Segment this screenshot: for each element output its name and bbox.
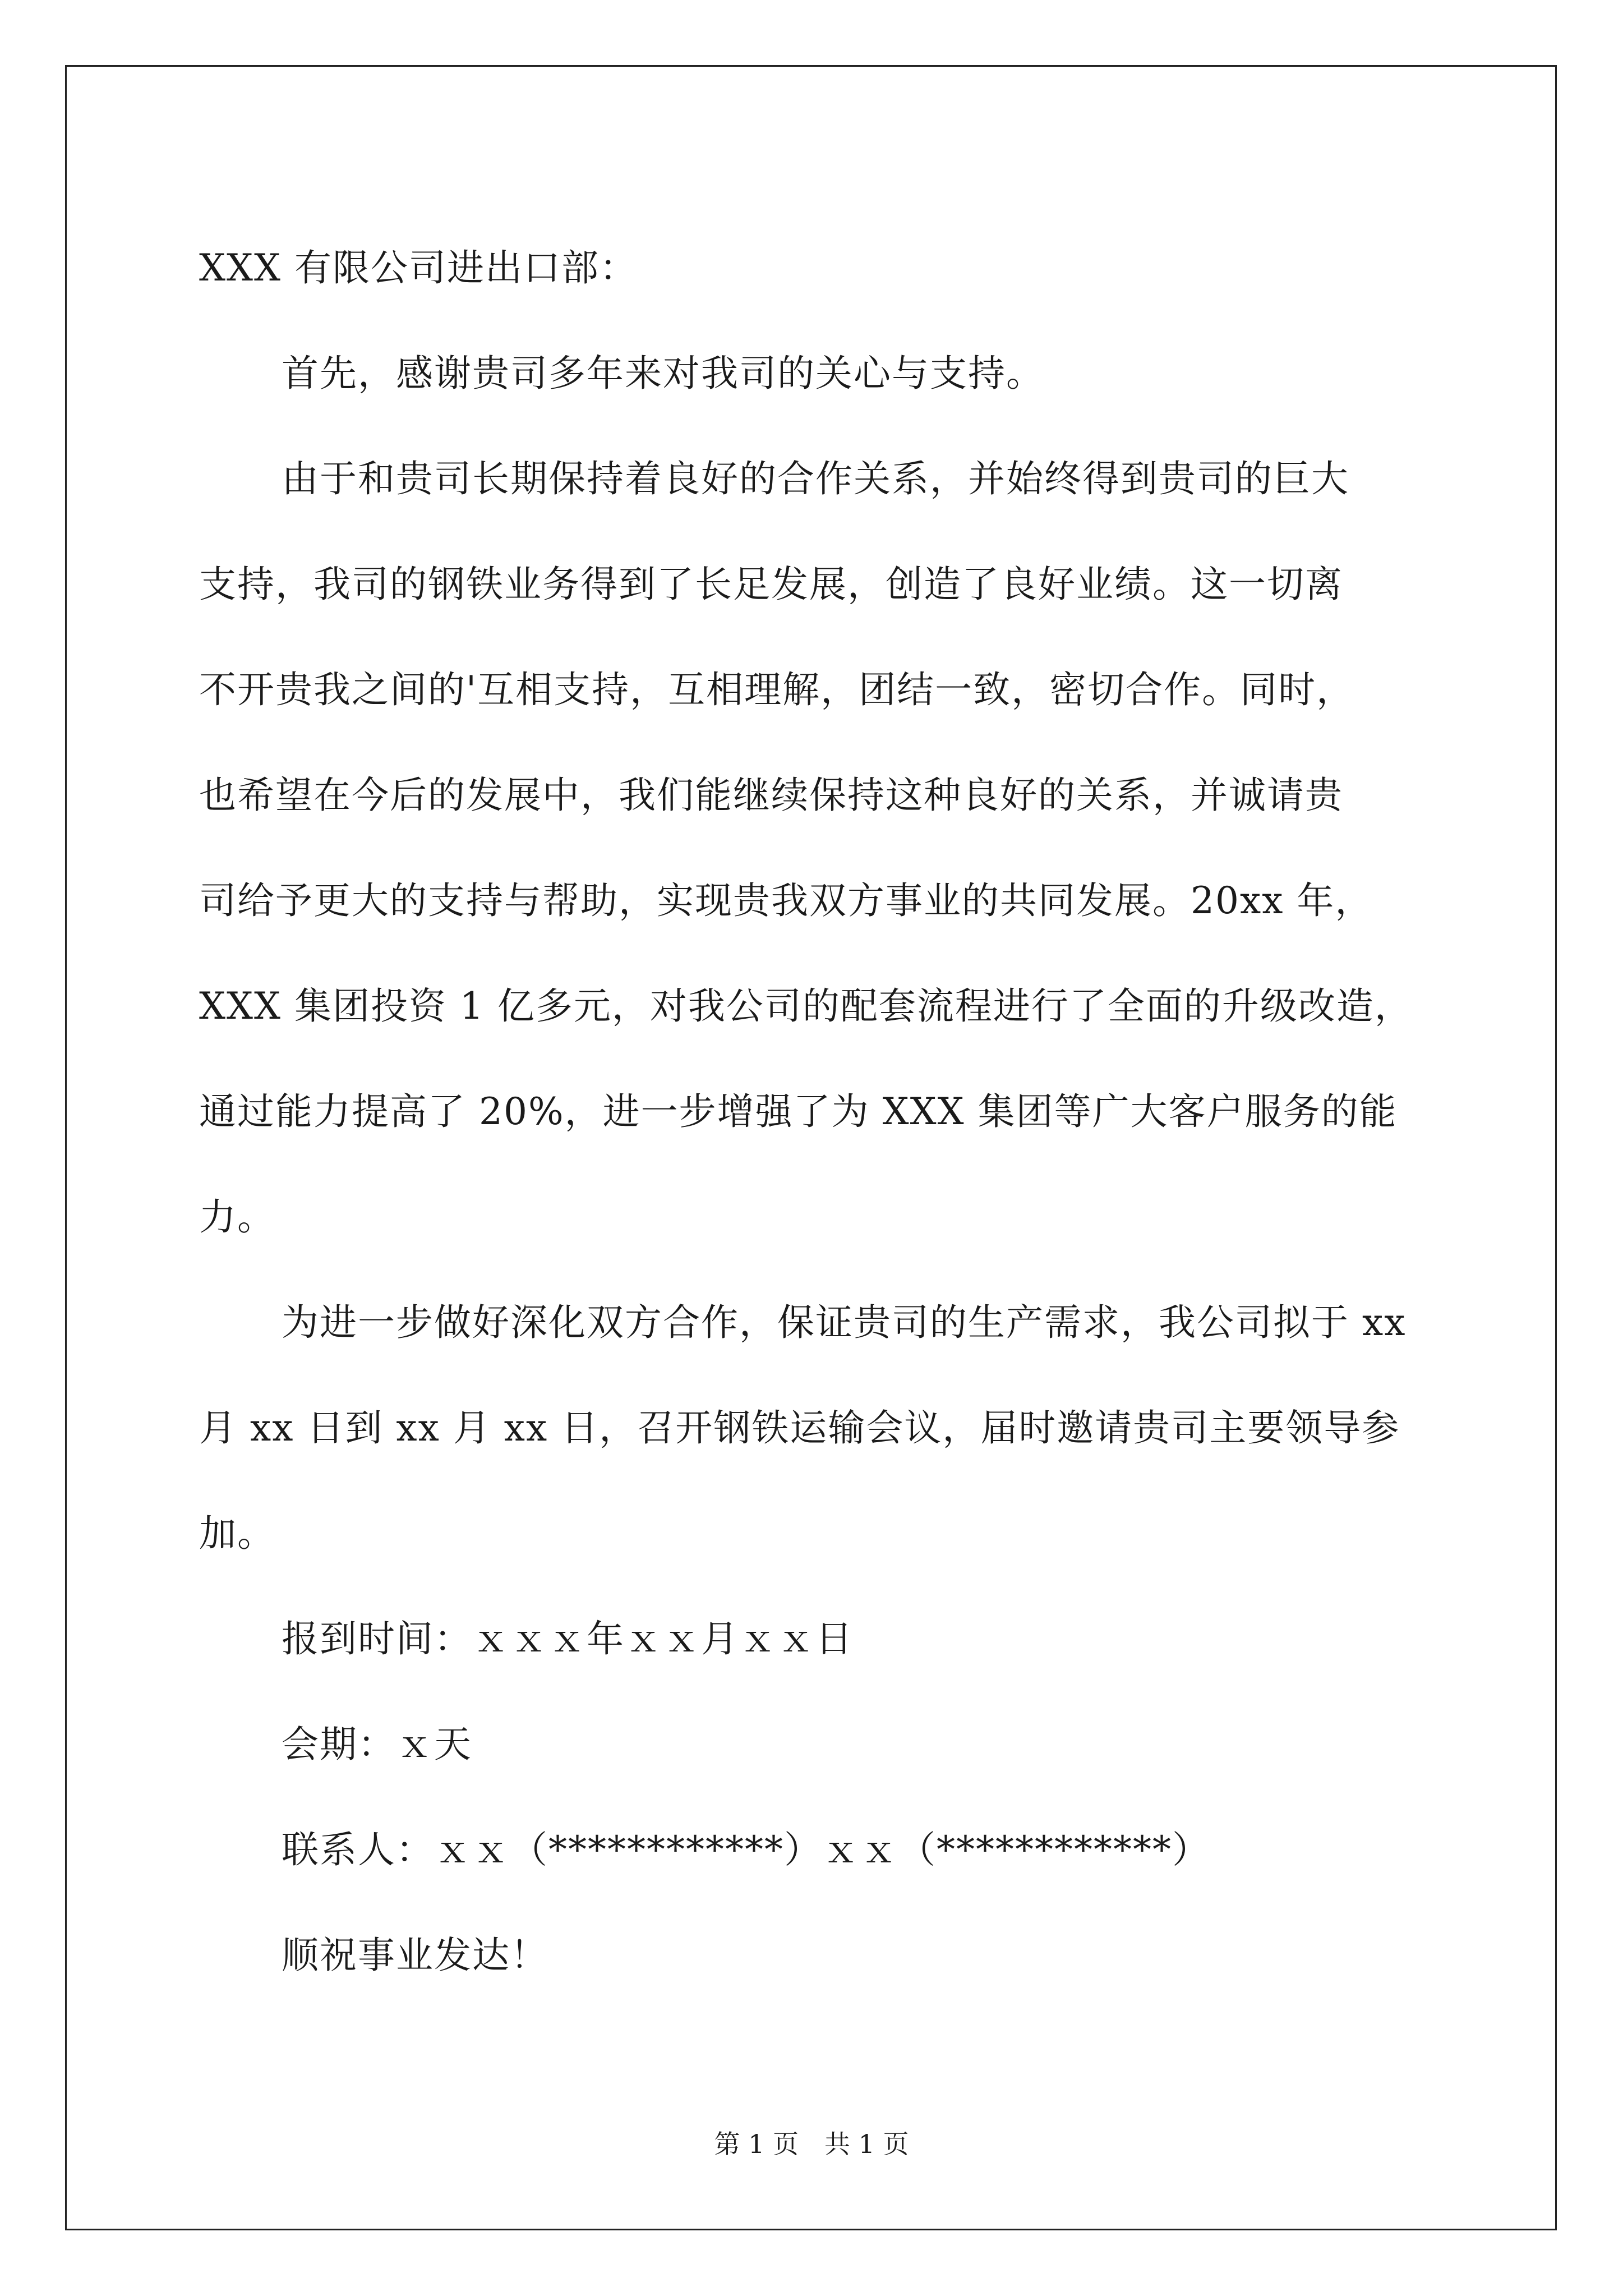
- paragraph-line: XXX 集团投资 1 亿多元，对我公司的配套流程进行了全面的升级改造，: [199, 984, 1413, 1028]
- letter-body: [199, 215, 1461, 2008]
- paragraph-line: 也希望在今后的发展中，我们能继续保持这种良好的关系，并诚请贵: [199, 774, 1343, 817]
- paragraph-line: 为进一步做好深化双方合作，保证贵司的生产需求，我公司拟于 xx: [282, 1301, 1407, 1344]
- paragraph-line: 由于和贵司长期保持着良好的合作关系，并始终得到贵司的巨大: [282, 457, 1349, 500]
- paragraph-invitation: [199, 1270, 1461, 1586]
- paragraph-line: 加。: [199, 1512, 275, 1555]
- salutation: XXX 有限公司进出口部：: [199, 246, 638, 289]
- closing-wish: 顺祝事业发达！: [282, 1934, 548, 1977]
- paragraph-line: 支持，我司的钢铁业务得到了长足发展，创造了良好业绩。这一切离: [199, 563, 1343, 606]
- meeting-duration: 会期：ｘ天: [282, 1723, 472, 1766]
- report-time: 报到时间：ｘｘｘ年ｘｘ月ｘｘ日: [282, 1617, 854, 1660]
- contact-person: 联系人：ｘｘ（************）ｘｘ（************）: [282, 1828, 1210, 1871]
- paragraph-line: 司给予更大的支持与帮助，实现贵我双方事业的共同发展。20xx 年，: [199, 879, 1373, 922]
- paragraph-thanks: 首先，感谢贵司多年来对我司的关心与支持。: [282, 352, 1044, 395]
- paragraph-line: 不开贵我之间的'互相支持，互相理解，团结一致，密切合作。同时，: [199, 668, 1355, 711]
- page-footer: 第 1 页 共 1 页: [714, 2129, 909, 2159]
- paragraph-cooperation: [199, 426, 1461, 1270]
- paragraph-line: 月 xx 日到 xx 月 xx 日，召开钢铁运输会议，届时邀请贵司主要领导参: [199, 1406, 1400, 1450]
- paragraph-line: 通过能力提高了 20%，进一步增强了为 XXX 集团等广大客户服务的能: [199, 1090, 1398, 1133]
- paragraph-line: 力。: [199, 1195, 275, 1239]
